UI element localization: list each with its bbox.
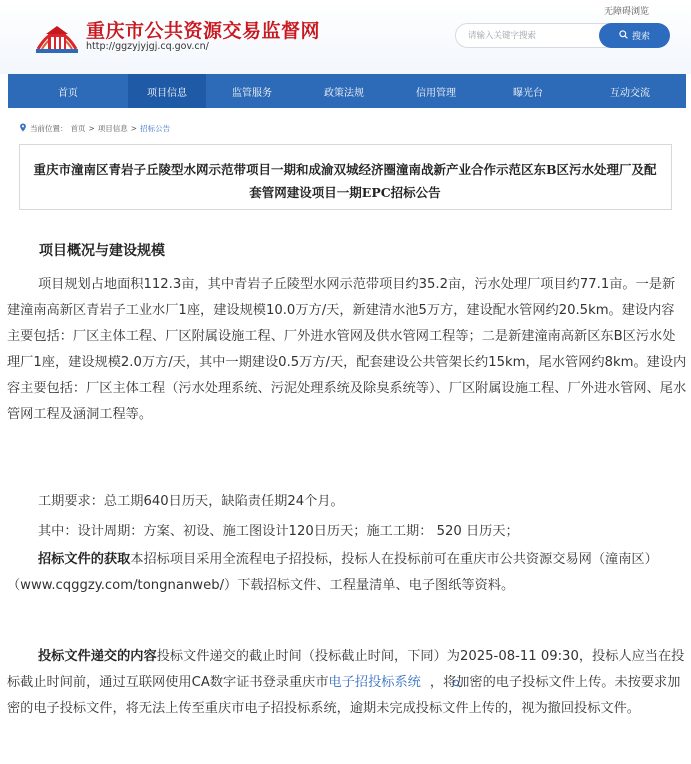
nav-item-project-info[interactable]: 项目信息 bbox=[128, 74, 206, 108]
search-button[interactable] bbox=[599, 23, 670, 48]
search-icon bbox=[619, 30, 628, 42]
page-title: 重庆市潼南区青岩子丘陵型水网示范带项目一期和成渝双城经济圈潼南战新产业合作示范区东B区污水处理厂及配套管网建设项目一期EPC招标公告 bbox=[33, 162, 657, 200]
schedule-paragraph: 工期要求：总工期640日历天，缺陷责任期24个月。 bbox=[38, 494, 344, 509]
search-input[interactable] bbox=[468, 28, 593, 44]
nav-item-supervision[interactable]: 监管服务 bbox=[232, 87, 272, 99]
nav-item-policy[interactable]: 政策法规 bbox=[324, 87, 364, 99]
breadcrumb-separator: > bbox=[88, 124, 95, 133]
main-nav bbox=[8, 74, 686, 108]
section-heading: 项目概况与建设规模 bbox=[39, 243, 165, 259]
submission-body-2: ，将加密的电子投标文件上传。未按要求加密的电子投标文件，将无法上传至重庆市电子招投标系统，逾期未完成投标文件上传的，视为撤回投标文件。 bbox=[7, 675, 681, 716]
accessibility-link[interactable]: 无障碍浏览 bbox=[604, 7, 650, 17]
submission-body-1: 投标文件递交的截止时间（投标截止时间，下同）为2025-08-11 09:30，投标人应当在投标截止时间前，通过互联网使用CA数字证书登录重庆市 bbox=[7, 649, 685, 690]
breadcrumb bbox=[19, 123, 170, 134]
tender-docs-paragraph bbox=[7, 547, 687, 599]
project-overview-paragraph: 项目规划占地面积112.3亩，其中青岩子丘陵型水网示范带项目约35.2亩，污水处理厂项目约77.1亩。一是新建潼南高新区青岩子工业水厂1座，建设规模10.0万方/天，新建清水池5万方，建设配水管网约20.5km。建设内容主要包括：厂区主体工程、厂区附属设施工程、厂外进水管网及供水管网工程等；二是新建潼南高新区东B区污水处理厂1座，建设规模2.0万方/天，其中一期建设0.5万方/天，配套建设公共管架长约15km，尾水管网约8km。建设内容主要包括：厂区主体工程（污水处理系统、污泥处理系统及除臭系统等）、厂区附属设施工程、厂外进水管网、尾水管网工程及涵洞工程等。 bbox=[7, 277, 687, 422]
site-url: http://ggzyjyjgj.cq.gov.cn/ bbox=[86, 41, 209, 52]
search-button-label: 搜索 bbox=[631, 32, 650, 42]
tender-docs-heading: 招标文件的获取 bbox=[38, 552, 131, 567]
search-link-icon bbox=[421, 672, 430, 681]
period-paragraph: 其中：设计周期：方案、初设、施工图设计120日历天；施工工期： 520 日历天； bbox=[38, 524, 519, 539]
breadcrumb-separator: > bbox=[130, 124, 138, 133]
location-pin-icon bbox=[19, 123, 27, 134]
breadcrumb-home[interactable]: 首页 bbox=[70, 124, 86, 133]
building-logo-icon[interactable] bbox=[32, 13, 82, 57]
submission-paragraph bbox=[7, 644, 687, 722]
nav-item-credit[interactable]: 信用管理 bbox=[416, 87, 456, 99]
nav-item-home[interactable]: 首页 bbox=[58, 87, 78, 99]
breadcrumb-prefix: 当前位置： bbox=[30, 124, 68, 133]
tender-docs-body: 本招标项目采用全流程电子招投标，投标人在投标前可在重庆市公共资源交易网（潼南区）（www.cqggzy.com/tongnanweb/）下载招标文件、工程量清单、电子图纸等资料。 bbox=[7, 552, 658, 593]
submission-heading: 投标文件递交的内容 bbox=[38, 649, 157, 664]
site-title[interactable]: 重庆市公共资源交易监督网 bbox=[86, 20, 321, 42]
nav-item-exposure[interactable]: 曝光台 bbox=[513, 87, 543, 99]
breadcrumb-project-info[interactable]: 项目信息 bbox=[97, 124, 128, 133]
breadcrumb-current[interactable]: 招标公告 bbox=[140, 124, 171, 133]
nav-item-interaction[interactable]: 互动交流 bbox=[610, 87, 650, 99]
e-bidding-system-link[interactable]: 电子招投标系统 bbox=[328, 675, 421, 690]
